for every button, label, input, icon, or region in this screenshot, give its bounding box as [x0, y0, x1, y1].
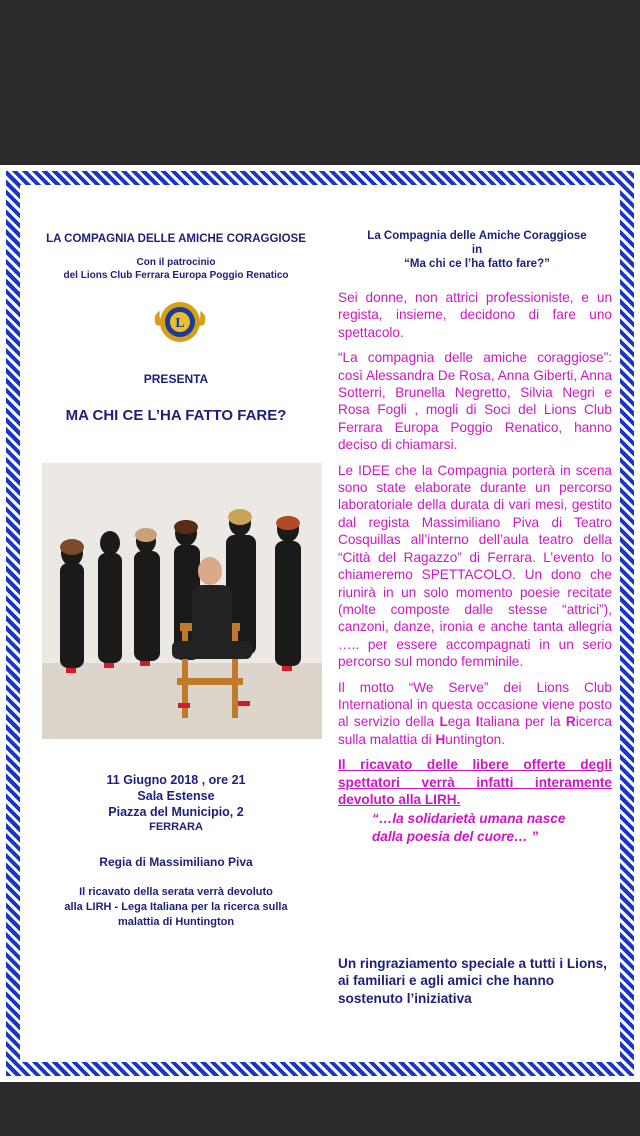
thanks-note: Un ringraziamento speciale a tutti i Lions, ai familiari e agli amici che hanno sostenuto l’iniziativa — [338, 956, 607, 1006]
para-motto: Il motto “We Serve” dei Lions Club International in questa occasione viene posto al servizio della Lega Italiana per la Ricerca sulla malattia di Huntington. — [338, 679, 612, 747]
event-date: 11 Giugno 2018 , ore 21 — [106, 773, 246, 787]
para-intro: Sei donne, non attrici professioniste, e un regista, insieme, decidono di fare uno spettacolo. — [338, 290, 612, 340]
right-header-line1: La Compagnia delle Amiche Coraggiose — [367, 230, 587, 242]
show-title: MA CHI CE L’HA FATTO FARE? — [65, 407, 287, 424]
right-header-line3: “Ma chi ce l’ha fatto fare?” — [404, 258, 550, 270]
para-cast: “La compagnia delle amiche coraggiose”: così Alessandra De Rosa, Anna Giberti, Anna Sotterri, Brunella Negretto, Silvia Negri e Rosa Fogli , mogli di Soci del Lions Club Ferrara Europa Poggio Renatico, hanno deciso di chiamarsi. — [338, 350, 612, 453]
proceeds-line3: malattia di Huntington — [117, 916, 235, 928]
top-letterbox — [0, 0, 640, 165]
body-text — [338, 289, 612, 845]
lions-club-logo — [152, 297, 208, 347]
proceeds-line2: alla LIRH - Lega Italiana per la ricerca sulla — [64, 901, 288, 913]
org-title: LA COMPAGNIA DELLE AMICHE CORAGGIOSE — [46, 233, 306, 245]
para-ideas: Le IDEE che la Compagnia porterà in scena sono state elaborate durante un percorso laboratoriale della durata di vari mesi, gestito dal regista Massimiliano Piva di Teatro Cosquillas all’interno dell’aula teatro della “Città del Ragazzo” di Ferrara. L’evento lo chiameremo SPETTACOLO. Un dono che riunirà in un solo momento poesie recitate (molte composte dalle stesse “attrici”), canzoni, danze, ironia e anche tanta allegria ….. per essere accompagnati in un serio percorso sul mondo femminile. — [338, 462, 612, 670]
event-address: Piazza del Municipio, 2 — [108, 805, 244, 819]
patronage-line2: del Lions Club Ferrara Europa Poggio Renatico — [63, 270, 289, 281]
direction-credit: Regia di Massimiliano Piva — [99, 855, 253, 869]
bottom-letterbox — [0, 1082, 640, 1136]
quote-line1: “…la solidarietà umana nasce — [372, 811, 566, 827]
poster — [0, 165, 640, 1082]
event-venue: Sala Estense — [137, 789, 215, 803]
para-proceeds: Il ricavato delle libere offerte degli spettatori verrà infatti interamente devoluto alla LIRH. — [338, 757, 612, 807]
poster-content — [20, 185, 620, 1062]
patronage-line1: Con il patrocinio — [136, 257, 216, 268]
cast-photo — [42, 463, 322, 739]
quote-line2: dalla poesia del cuore… ” — [372, 828, 539, 844]
presenta-label: PRESENTA — [143, 372, 209, 386]
logo-letter: L — [175, 316, 185, 331]
proceeds-line1: Il ricavato della serata verrà devoluto — [79, 886, 273, 898]
right-header-line2: in — [471, 244, 483, 256]
event-city: FERRARA — [149, 821, 203, 833]
